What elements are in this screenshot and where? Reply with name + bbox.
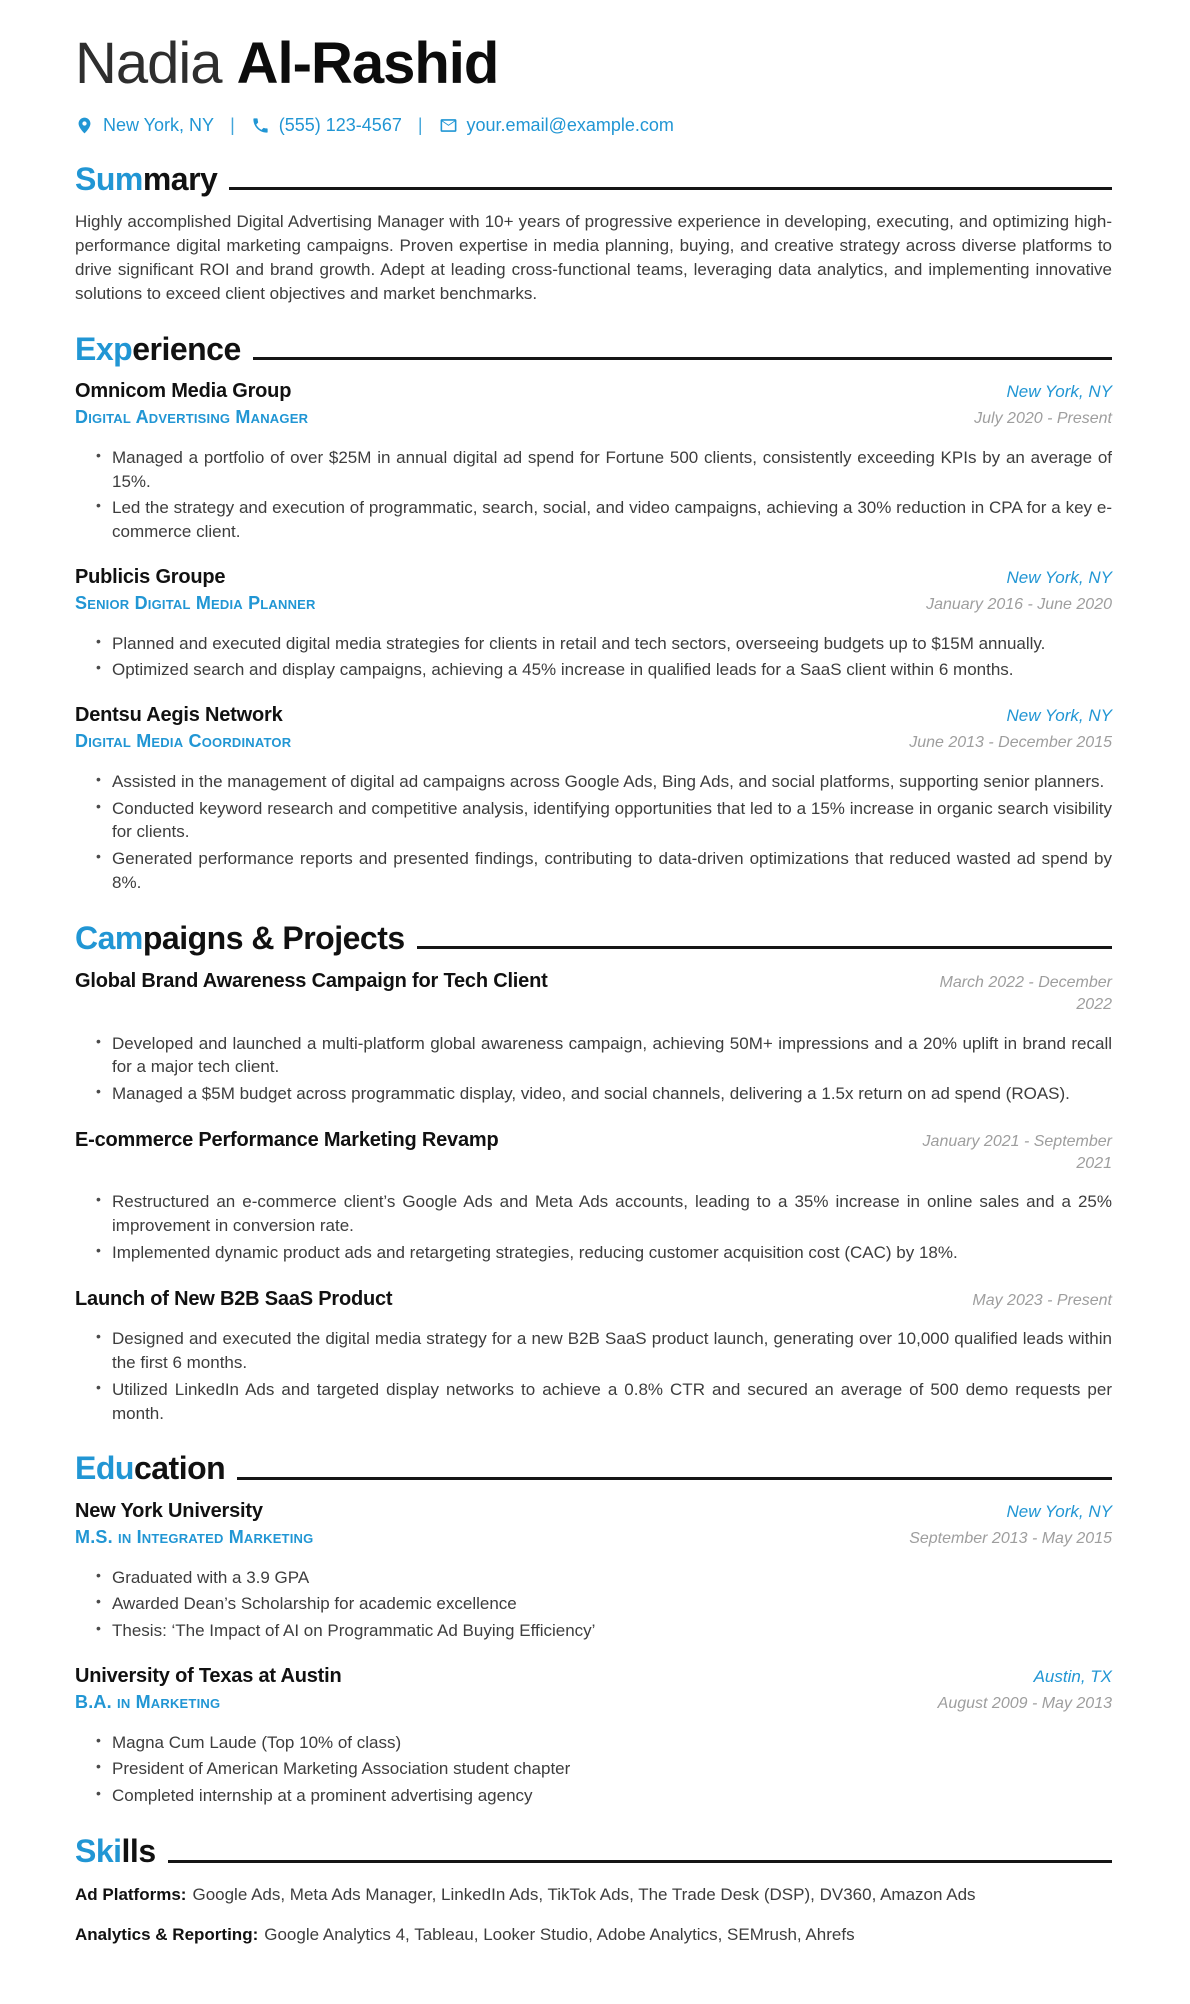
experience-entry bbox=[75, 566, 1112, 682]
job-title: Senior Digital Media Planner bbox=[75, 593, 316, 614]
campaigns-heading bbox=[75, 919, 1112, 956]
bullet-list bbox=[95, 1731, 1112, 1808]
education-entry bbox=[75, 1500, 1112, 1643]
company-name: Omnicom Media Group bbox=[75, 380, 292, 403]
page-title bbox=[75, 31, 1112, 96]
education-heading bbox=[75, 1452, 1112, 1486]
bullet-item: • Managed a $5M budget across programmatic display, video, and social channels, delivering a 1.5x return on ad spend (ROAS). bbox=[95, 1082, 1112, 1106]
bullet-item: • Graduated with a 3.9 GPA bbox=[95, 1566, 1112, 1590]
bullet-item: • Assisted in the management of digital ad campaigns across Google Ads, Bing Ads, and social platforms, supporting senior planners. bbox=[95, 770, 1112, 794]
entry-location: Austin, TX bbox=[1033, 1666, 1112, 1686]
phone-icon bbox=[251, 116, 270, 135]
bullet-item: • Thesis: ‘The Impact of AI on Programmatic Ad Buying Efficiency’ bbox=[95, 1619, 1112, 1643]
bullet-list bbox=[95, 1566, 1112, 1643]
bullet-list bbox=[95, 770, 1112, 895]
section-rule bbox=[229, 187, 1112, 190]
bullet-item: • President of American Marketing Association student chapter bbox=[95, 1757, 1112, 1781]
email-text: your.email@example.com bbox=[466, 114, 674, 135]
contact-row bbox=[75, 115, 1112, 136]
bullet-list bbox=[95, 632, 1112, 683]
skill-row bbox=[75, 1923, 1112, 1947]
heading-rest: cation bbox=[133, 1450, 226, 1487]
entry-location: New York, NY bbox=[1006, 706, 1112, 726]
bullet-list bbox=[95, 1327, 1112, 1425]
contact-email[interactable] bbox=[439, 115, 674, 136]
entry-dates: March 2022 - December 2022 bbox=[939, 974, 1112, 1013]
heading-accent: Sum bbox=[75, 160, 143, 197]
contact-separator: | bbox=[417, 114, 423, 135]
phone-text: (555) 123-4567 bbox=[278, 114, 402, 135]
bullet-item: • Implemented dynamic product ads and retargeting strategies, reducing customer acquisition cost (CAC) by 18%. bbox=[95, 1241, 1112, 1265]
contact-location bbox=[75, 115, 214, 136]
experience-entry bbox=[75, 380, 1112, 544]
section-rule bbox=[253, 357, 1112, 360]
bullet-item: • Conducted keyword research and competitive analysis, identifying opportunities that led to a 15% increase in organic search visibility for clients. bbox=[95, 797, 1112, 845]
section-skills bbox=[75, 1832, 1112, 1947]
map-pin-icon bbox=[75, 116, 94, 135]
section-education bbox=[75, 1452, 1112, 1808]
school-name: New York University bbox=[75, 1499, 263, 1522]
entry-dates: July 2020 - Present bbox=[974, 410, 1112, 428]
bullet-item: • Utilized LinkedIn Ads and targeted display networks to achieve a 0.8% CTR and secured an average of 500 demo requests per month. bbox=[95, 1378, 1112, 1426]
section-campaigns bbox=[75, 919, 1112, 1426]
skill-category-label: Ad Platforms: bbox=[75, 1884, 187, 1904]
entry-location: New York, NY bbox=[1006, 1501, 1112, 1521]
company-name: Publicis Groupe bbox=[75, 566, 226, 589]
bullet-item: • Completed internship at a prominent advertising agency bbox=[95, 1784, 1112, 1808]
section-rule bbox=[168, 1860, 1112, 1863]
bullet-item: • Awarded Dean’s Scholarship for academic excellence bbox=[95, 1592, 1112, 1616]
education-entry bbox=[75, 1665, 1112, 1808]
bullet-item: • Designed and executed the digital media strategy for a new B2B SaaS product launch, generating over 10,000 qualified leads within the first 6 months. bbox=[95, 1327, 1112, 1375]
bullet-item: • Optimized search and display campaigns, achieving a 45% increase in qualified leads for a SaaS client within 6 months. bbox=[95, 658, 1112, 682]
heading-accent: Exp bbox=[75, 330, 133, 367]
entry-dates: August 2009 - May 2013 bbox=[937, 1694, 1112, 1712]
entry-dates: January 2016 - June 2020 bbox=[926, 596, 1112, 614]
heading-accent: Cam bbox=[75, 919, 143, 956]
project-title: Launch of New B2B SaaS Product bbox=[75, 1287, 393, 1310]
project-entry bbox=[75, 1287, 1112, 1426]
location-text: New York, NY bbox=[103, 114, 215, 135]
first-name: Nadia bbox=[75, 31, 237, 96]
job-title: Digital Media Coordinator bbox=[75, 731, 292, 752]
section-rule bbox=[237, 1477, 1112, 1480]
bullet-item: • Developed and launched a multi-platform global awareness campaign, achieving 50M+ impressions and a 20% uplift in brand recall for a major tech client. bbox=[95, 1032, 1112, 1080]
entry-dates: June 2013 - December 2015 bbox=[909, 734, 1112, 752]
bullet-item: • Led the strategy and execution of programmatic, search, social, and video campaigns, achieving a 30% reduction in CPA for a key e-commerce client. bbox=[95, 496, 1112, 544]
experience-heading bbox=[75, 330, 1112, 367]
skill-values: Google Ads, Meta Ads Manager, LinkedIn Ads, TikTok Ads, The Trade Desk (DSP), DV360, Amazon Ads bbox=[192, 1884, 976, 1904]
bullet-item: • Generated performance reports and presented findings, contributing to data-driven optimizations that reduced wasted ad spend by 8%. bbox=[95, 847, 1112, 895]
heading-accent: Ski bbox=[75, 1832, 122, 1869]
experience-entry bbox=[75, 704, 1112, 895]
bullet-list bbox=[95, 1190, 1112, 1264]
project-entry bbox=[75, 969, 1112, 1106]
skill-values: Google Analytics 4, Tableau, Looker Studio, Adobe Analytics, SEMrush, Ahrefs bbox=[264, 1925, 855, 1945]
entry-location: New York, NY bbox=[1006, 382, 1112, 402]
heading-rest: erience bbox=[132, 330, 241, 367]
skill-row bbox=[75, 1883, 1112, 1907]
project-title: E-commerce Performance Marketing Revamp bbox=[75, 1128, 499, 1151]
summary-text: Highly accomplished Digital Advertising Manager with 10+ years of progressive experience in developing, executing, and optimizing high-performance digital marketing campaigns. Proven expertise in media planning, buying, and creative strategy across diverse platforms to drive significant ROI and brand growth. Adept at leading cross-functional teams, leveraging data analytics, and implementing innovative solutions to exceed client objectives and market benchmarks. bbox=[75, 212, 1112, 303]
heading-accent: Edu bbox=[75, 1450, 134, 1487]
heading-rest: mary bbox=[142, 160, 218, 197]
bullet-list bbox=[95, 446, 1112, 544]
entry-dates: May 2023 - Present bbox=[972, 1291, 1112, 1309]
company-name: Dentsu Aegis Network bbox=[75, 704, 283, 727]
heading-rest: lls bbox=[121, 1832, 156, 1869]
project-entry bbox=[75, 1128, 1112, 1265]
section-summary bbox=[75, 160, 1112, 306]
contact-separator: | bbox=[230, 114, 235, 135]
project-title: Global Brand Awareness Campaign for Tech Client bbox=[75, 970, 548, 993]
section-experience bbox=[75, 330, 1112, 895]
bullet-item: • Restructured an e-commerce client’s Google Ads and Meta Ads accounts, leading to a 35% increase in online sales and a 25% improvement in conversion rate. bbox=[95, 1190, 1112, 1238]
degree-title: B.A. in Marketing bbox=[75, 1691, 221, 1712]
bullet-list bbox=[95, 1032, 1112, 1106]
bullet-item: • Planned and executed digital media strategies for clients in retail and tech sectors, overseeing budgets up to $15M annually. bbox=[95, 632, 1112, 656]
summary-heading bbox=[75, 160, 1112, 197]
entry-dates: September 2013 - May 2015 bbox=[909, 1529, 1112, 1547]
school-name: University of Texas at Austin bbox=[75, 1664, 342, 1687]
entry-location: New York, NY bbox=[1006, 568, 1112, 588]
last-name: Al-Rashid bbox=[236, 31, 499, 96]
job-title: Digital Advertising Manager bbox=[75, 407, 309, 428]
skill-category-label: Analytics & Reporting: bbox=[75, 1925, 259, 1945]
skills-heading bbox=[75, 1832, 1112, 1869]
contact-phone[interactable] bbox=[251, 115, 402, 136]
bullet-item: • Magna Cum Laude (Top 10% of class) bbox=[95, 1731, 1112, 1755]
resume-header bbox=[75, 31, 1112, 136]
degree-title: M.S. in Integrated Marketing bbox=[75, 1526, 314, 1547]
section-rule bbox=[417, 946, 1112, 949]
heading-rest: paigns & Projects bbox=[142, 919, 405, 956]
envelope-icon bbox=[439, 116, 458, 135]
entry-dates: January 2021 - September 2021 bbox=[922, 1132, 1112, 1172]
bullet-item: • Managed a portfolio of over $25M in annual digital ad spend for Fortune 500 clients, consistently exceeding KPIs by an average of 15%. bbox=[95, 446, 1112, 494]
